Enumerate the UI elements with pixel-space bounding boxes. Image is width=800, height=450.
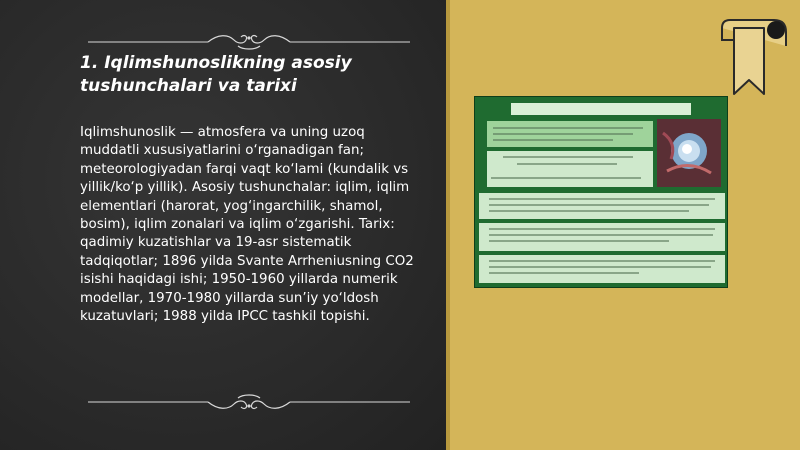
panel-divider (446, 0, 450, 450)
slide-title: 1. Iqlimshunoslikning asosiy tushunchalari va tarixi (80, 53, 352, 96)
flourish-divider-icon (88, 392, 410, 412)
thumbnail-text-row (479, 193, 725, 219)
thumbnail-text-row (479, 223, 725, 251)
thumbnail-text-box (487, 121, 653, 147)
thumbnail-text-row (479, 255, 725, 283)
slide-thumbnail-image (474, 96, 728, 288)
thumbnail-heading-bar (511, 103, 691, 115)
thumbnail-globe-picture (657, 119, 721, 187)
bookmark-ribbon-icon (720, 16, 790, 98)
thumbnail-text-box (487, 151, 653, 187)
flourish-divider-icon (88, 32, 410, 52)
slide-body-text: Iqlimshunoslik — atmosfera va uning uzoq muddatli xususiyatlarini o‘rganadigan fan; meteorologiyadan farqi vaqt ko‘lami (kundalik vs yillik/ko‘p yillik). Asosiy tushunchalar: iqlim, iqlim elementlari (harorat, yog‘ingarchilik, shamol, bosim), iqlim zonalari va iqlim o‘zgarishi. Tarix: qadimiy kuzatishlar va 19-asr sistematik tadqiqotlar; 1896 yilda Svante Arrheniusning CO2 isishi haqidagi ishi; 1950-1960 yillarda numerik modellar, 1970-1980 yillarda sun’iy yo‘ldosh kuzatuvlari; 1988 yilda IPCC tashkil topishi. (80, 125, 414, 325)
